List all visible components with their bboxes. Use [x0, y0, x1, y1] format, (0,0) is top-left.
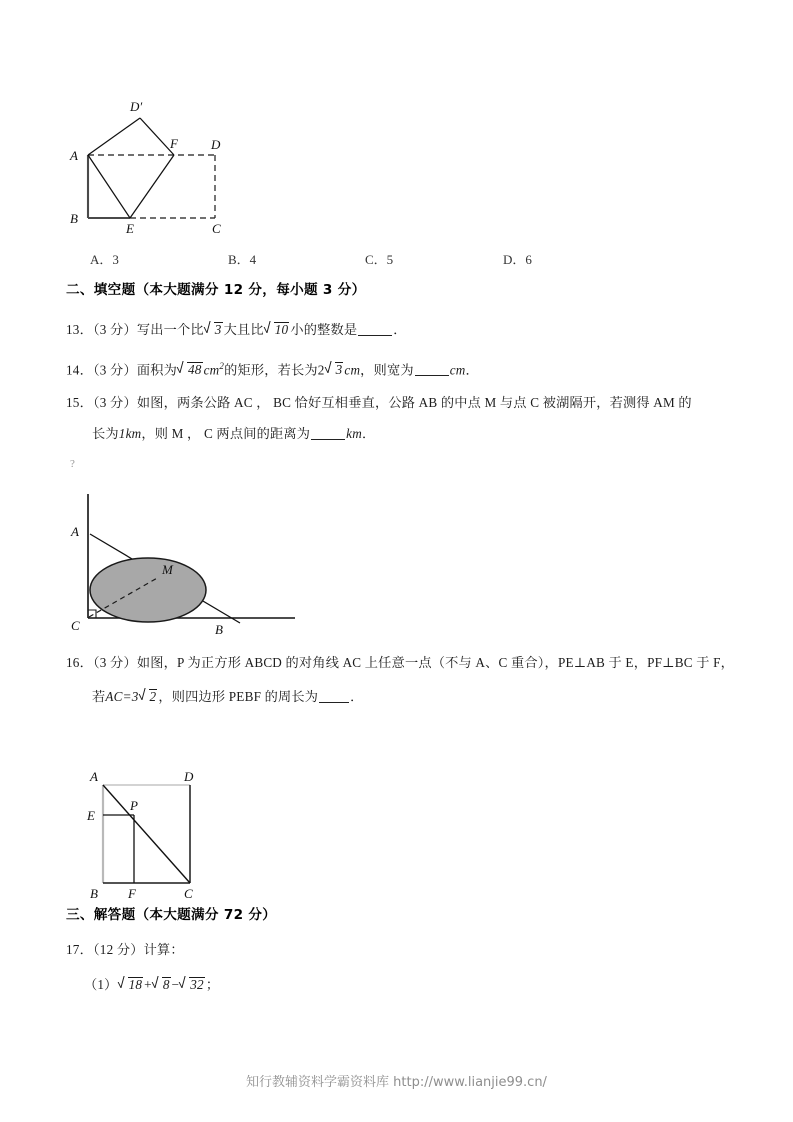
q17-number: 17． [66, 942, 93, 957]
q17-sub1-tail: ； [205, 977, 220, 992]
q13-text-b: 大且比 [223, 322, 264, 337]
q17-radical-1: 18 [119, 975, 144, 995]
q15-answer-blank[interactable] [311, 439, 345, 440]
q15-text-line1: 如图，两条公路 AC ， BC 恰好互相垂直，公路 AB 的中点 M 与点 C 被湖隔开，若测得 AM 的 [136, 395, 692, 410]
q17-text: 计算： [143, 942, 184, 957]
question-15-line-2 [92, 424, 375, 444]
figure-lake [60, 478, 320, 638]
section-two-heading: 二、填空题（本大题满分 12 分，每小题 3 分） [66, 282, 366, 298]
q14-number: 14． [66, 362, 93, 378]
q14-text-c: ，则宽为 [360, 362, 414, 378]
q16-score: （3 分） [92, 655, 137, 670]
q17-score: （12 分） [92, 942, 144, 957]
q14-unit-3: cm [449, 362, 466, 378]
figure1-label-f: F [170, 136, 178, 151]
figure-square-label-d: D [184, 769, 194, 784]
q15-score: （3 分） [92, 395, 137, 410]
figure-lake-label-a: A [71, 524, 79, 539]
question-16-line-2 [92, 687, 364, 707]
q14-radical-2: 3 [326, 360, 344, 380]
q16-text-b: ，则四边形 PEBF 的周长为 [158, 689, 319, 704]
q15-text-b: ，则 M ， C 两点间的距离为 [141, 426, 311, 441]
question-14 [66, 356, 479, 380]
figure1-label-c: C [212, 221, 221, 235]
q16-text-a: 若 [92, 689, 106, 704]
figure-lake-label-m: M [162, 562, 173, 577]
q13-radical-2: 10 [265, 320, 290, 340]
q14-text-a: 面积为 [136, 362, 178, 378]
q14-score: （3 分） [92, 362, 137, 378]
q15-number: 15． [66, 395, 93, 410]
q13-radical-1: 3 [205, 320, 223, 340]
figure-square-label-p: P [130, 798, 138, 813]
q13-number: 13． [66, 322, 93, 337]
q14-radical-1: 48 [178, 360, 203, 380]
figure1-label-e: E [126, 221, 134, 235]
q16-answer-blank[interactable] [319, 702, 349, 703]
question-15-line-1 [66, 393, 692, 413]
figure1-label-a: A [70, 148, 78, 163]
q14-answer-blank[interactable] [415, 375, 449, 376]
question-17-sub-1 [84, 975, 219, 995]
q16-tail: ． [350, 689, 364, 704]
q16-number: 16． [66, 655, 93, 670]
question-17 [66, 940, 184, 960]
q13-text-c: 小的整数是 [290, 322, 358, 337]
q15-unit: km [346, 426, 362, 441]
q14-tail: ． [465, 362, 479, 378]
q17-operator-2: − [171, 977, 180, 992]
q15-length: 1km [118, 426, 142, 441]
option-d[interactable] [503, 249, 532, 268]
figure-square-label-b: B [90, 886, 98, 901]
q16-equation: AC=3 [105, 689, 139, 704]
figure-lake-label-b: B [215, 622, 223, 637]
q15-text-a: 长为 [92, 426, 119, 441]
figure1-label-d: D [211, 137, 221, 152]
q13-score: （3 分） [92, 322, 137, 337]
figure1-label-b: B [70, 211, 78, 226]
figure-square-label-f: F [128, 886, 136, 901]
q13-text-a: 写出一个比 [136, 322, 204, 337]
figure-square-label-e: E [87, 808, 95, 823]
q15-tail: ． [361, 426, 376, 441]
option-c-label: C．5 [365, 252, 394, 267]
question-13 [66, 320, 407, 340]
section-three-heading: 三、解答题（本大题满分 72 分） [66, 907, 277, 923]
q13-answer-blank[interactable] [358, 335, 392, 336]
option-a-label: A．3 [90, 252, 119, 267]
figure-square-pebf [70, 765, 270, 905]
figure1-label-dprime: D′ [130, 99, 143, 114]
q14-superscript: 2 [219, 361, 225, 371]
q16-radical: 2 [140, 687, 158, 707]
q13-tail: ． [393, 322, 407, 337]
option-a[interactable] [90, 249, 119, 268]
figure-lake-label-c: C [71, 618, 80, 633]
q14-unit-2: cm [344, 362, 361, 378]
q17-radical-2: 8 [153, 975, 171, 995]
q14-unit-1: cm [203, 362, 220, 378]
option-b-label: B．4 [228, 252, 257, 267]
option-b[interactable] [228, 249, 256, 268]
q17-operator-1: + [144, 977, 152, 992]
question-16-line-1 [66, 653, 734, 673]
footer-watermark: 知行教辅资料学霸资料库 http://www.lianjie99.cn/ [246, 1075, 547, 1090]
q14-text-b: 的矩形，若长为 [224, 362, 318, 378]
option-d-label: D．6 [503, 252, 532, 267]
q17-sub1-label: （1） [84, 977, 118, 992]
figure-folded-square [60, 85, 320, 235]
q17-radical-3: 32 [180, 975, 205, 995]
q16-text-line1: 如图，P 为正方形 ABCD 的对角线 AC 上任意一点（不与 A、C 重合），PE⊥AB 于 E，PF⊥BC 于 F， [136, 655, 735, 670]
figure-lake-question-marker: ? [70, 458, 75, 470]
option-c[interactable] [365, 249, 393, 268]
figure-square-label-a: A [90, 769, 98, 784]
figure-square-label-c: C [184, 886, 193, 901]
q14-coefficient: 2 [317, 362, 325, 378]
